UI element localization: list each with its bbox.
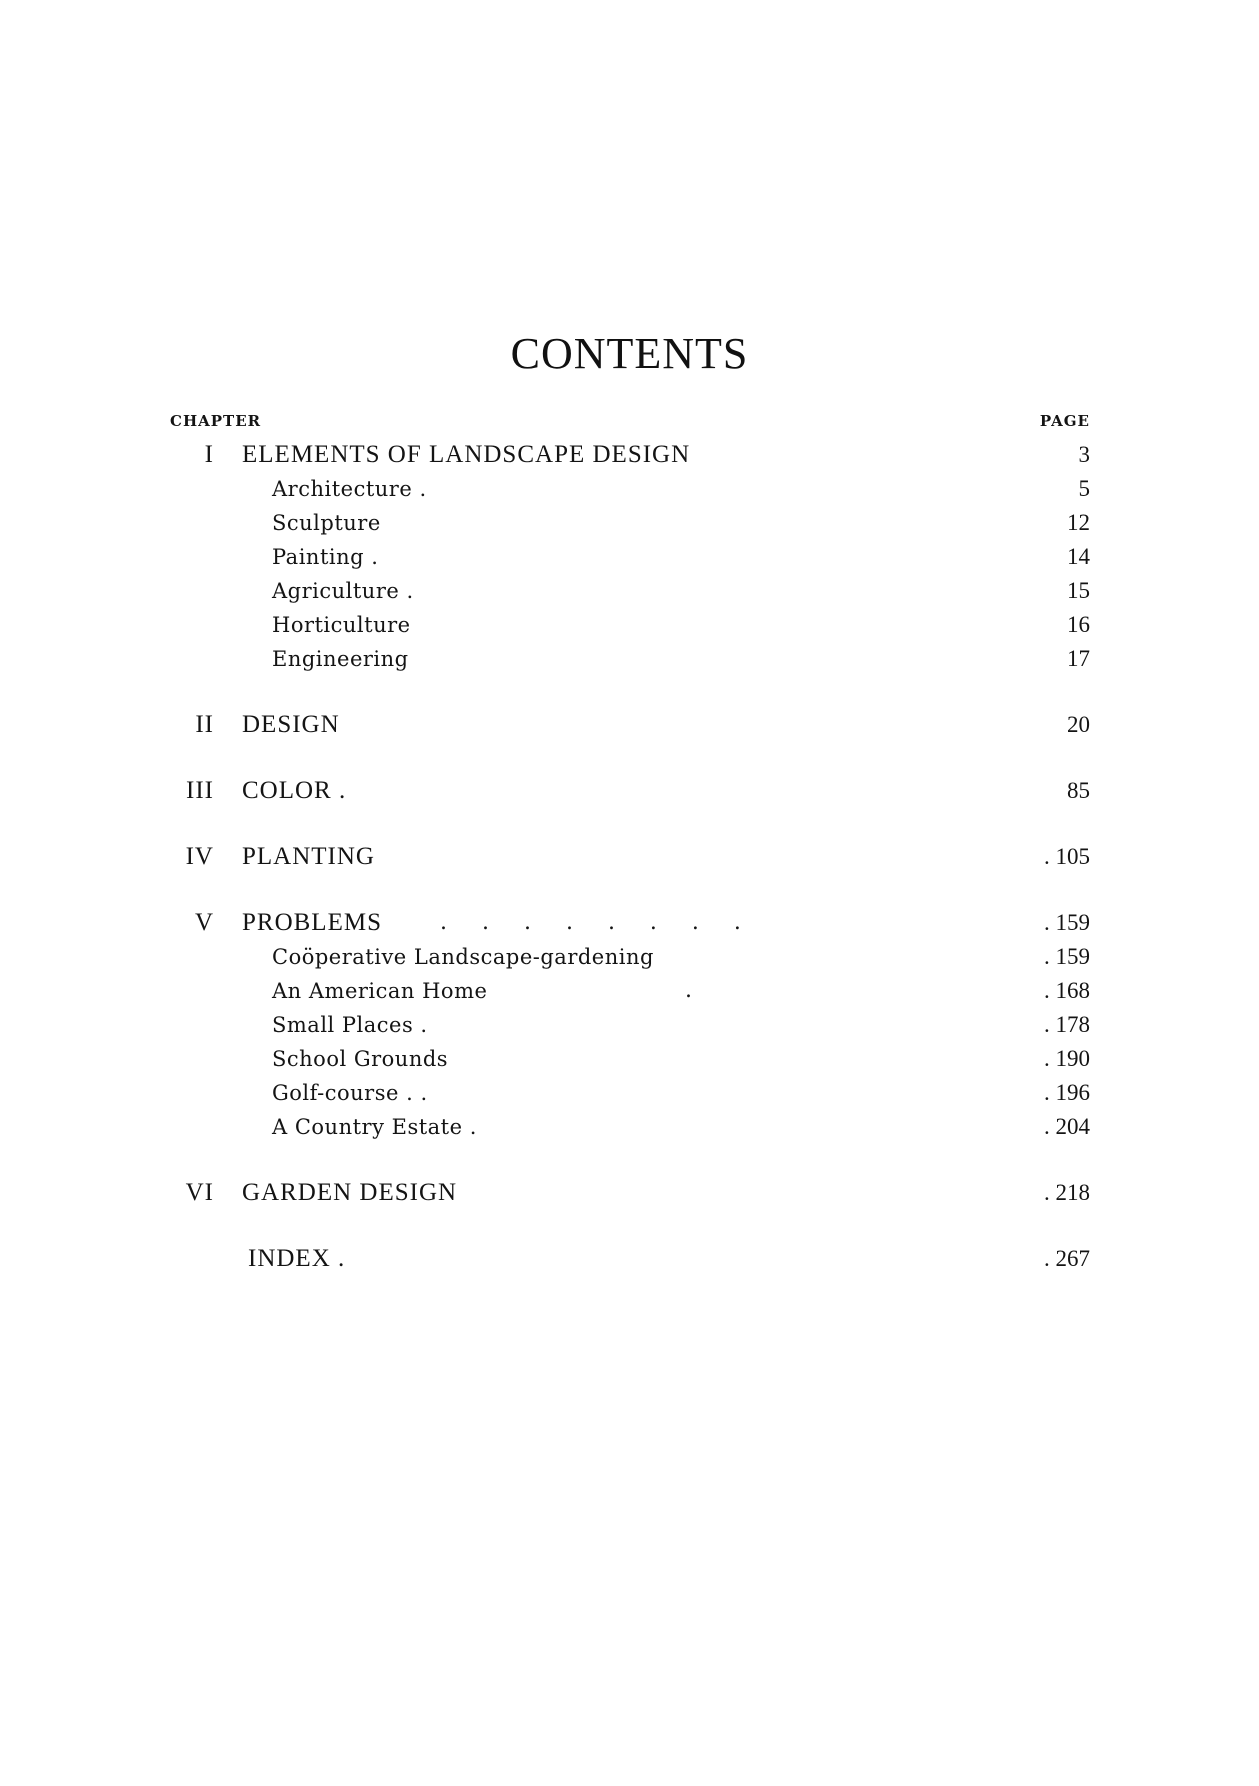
page-number: 15: [1067, 578, 1090, 603]
chapter-row[interactable]: [170, 906, 1090, 940]
chapter-numeral: IV: [185, 843, 214, 870]
page-number: . 159: [1044, 944, 1090, 969]
chapter-row[interactable]: [170, 1176, 1090, 1210]
spacer: [170, 1210, 1090, 1242]
page-number: 14: [1067, 544, 1090, 569]
chapter-numeral: II: [195, 711, 214, 738]
column-headers: [170, 412, 1090, 438]
chapter-row[interactable]: [170, 840, 1090, 874]
spacer: [170, 808, 1090, 840]
chapter-column-label: CHAPTER: [170, 412, 262, 430]
page-column-label: PAGE: [1039, 412, 1090, 430]
page-number: . 218: [1044, 1180, 1090, 1205]
chapter-numeral: III: [186, 777, 214, 804]
section-title: School Grounds: [272, 1047, 449, 1071]
section-row[interactable]: [170, 540, 1090, 574]
leader-dots: .: [685, 978, 706, 1003]
chapter-entry: [170, 906, 1090, 1144]
section-row[interactable]: [170, 1008, 1090, 1042]
spacer: [170, 742, 1090, 774]
section-row[interactable]: [170, 574, 1090, 608]
page-number: 3: [1078, 442, 1090, 467]
chapter-title: ELEMENTS OF LANDSCAPE DESIGN: [242, 441, 691, 468]
section-title: Engineering: [272, 647, 409, 671]
chapter-row[interactable]: [170, 774, 1090, 808]
chapter-title: COLOR .: [242, 777, 347, 804]
section-row[interactable]: [170, 506, 1090, 540]
chapter-numeral: I: [204, 441, 214, 468]
section-title: Agriculture .: [272, 579, 414, 603]
page-number: 16: [1067, 612, 1090, 637]
page-number: . 178: [1044, 1012, 1090, 1037]
index-title: INDEX .: [248, 1245, 346, 1272]
chapter-numeral: V: [194, 909, 214, 936]
chapter-title: PROBLEMS: [242, 909, 382, 936]
page-number: . 204: [1044, 1114, 1090, 1139]
page-number: 17: [1067, 646, 1090, 671]
page-number: . 190: [1044, 1046, 1090, 1071]
spacer: [170, 1144, 1090, 1176]
section-row[interactable]: [170, 642, 1090, 676]
table-of-contents: [170, 412, 1090, 1276]
chapter-row[interactable]: [170, 708, 1090, 742]
page-number: 5: [1078, 476, 1090, 501]
page-number: . 267: [1044, 1246, 1090, 1271]
chapter-title: GARDEN DESIGN: [242, 1179, 458, 1206]
spacer: [170, 874, 1090, 906]
page-number: . 105: [1044, 844, 1090, 869]
index-row[interactable]: [170, 1242, 1090, 1276]
chapter-title: PLANTING: [242, 843, 375, 870]
page-number: 85: [1067, 778, 1090, 803]
page-title: CONTENTS: [510, 329, 749, 378]
section-title: Painting .: [272, 545, 379, 569]
page-number: 20: [1067, 712, 1090, 737]
chapter-entry: [170, 438, 1090, 676]
chapter-numeral: VI: [185, 1179, 214, 1206]
section-row[interactable]: [170, 472, 1090, 506]
section-title: Coöperative Landscape-gardening: [272, 945, 654, 969]
page-number: . 196: [1044, 1080, 1090, 1105]
section-title: Horticulture: [272, 613, 411, 637]
section-row[interactable]: [170, 608, 1090, 642]
spacer: [170, 676, 1090, 708]
leader-dots: . . . . . . . .: [440, 910, 755, 935]
section-title: Small Places .: [272, 1013, 428, 1037]
section-title: Golf-course . .: [272, 1081, 428, 1105]
page-number: . 159: [1044, 910, 1090, 935]
page-number: . 168: [1044, 978, 1090, 1003]
section-row[interactable]: [170, 1042, 1090, 1076]
section-title: Architecture .: [272, 477, 427, 501]
section-title: A Country Estate .: [272, 1115, 477, 1139]
section-row[interactable]: [170, 974, 1090, 1008]
chapter-row[interactable]: [170, 438, 1090, 472]
section-row[interactable]: [170, 1076, 1090, 1110]
section-title: An American Home: [272, 979, 488, 1003]
section-row[interactable]: [170, 1110, 1090, 1144]
section-row[interactable]: [170, 940, 1090, 974]
section-title: Sculpture: [272, 511, 381, 535]
chapter-title: DESIGN: [242, 711, 340, 738]
page-number: 12: [1067, 510, 1090, 535]
